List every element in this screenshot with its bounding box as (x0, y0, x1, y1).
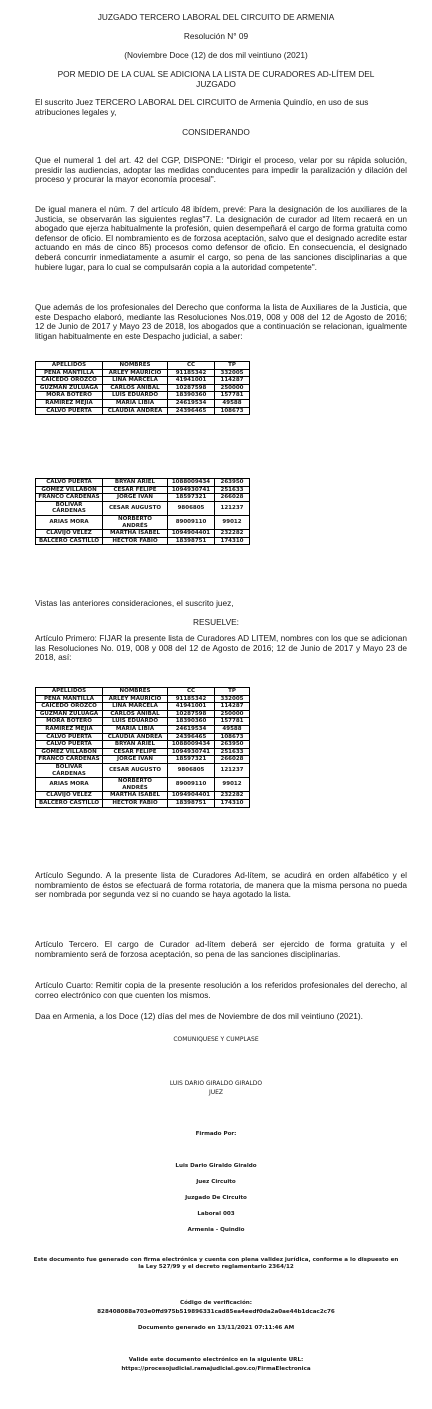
resolution-number: Resolución N° 09 (183, 31, 249, 41)
cell-nombres: LUIS EDUARDO (103, 718, 168, 726)
cell-nombres: CESAR AUGUSTO (103, 501, 168, 515)
table-row (36, 501, 250, 515)
cell-apellidos: CALVO PUERTA (36, 479, 103, 487)
table-row (36, 733, 250, 741)
url-label: Valide este documento electrónico en la siguiente URL: (128, 1357, 304, 1363)
table-row (36, 710, 250, 718)
generated-date: Documento generado en 13/11/2021 07:11:46 AM (137, 1325, 295, 1331)
dado-paragraph: Daa en Armenia, a los Doce (12) días del mes de Noviembre de dos mil veintiuno (2021). (35, 1011, 363, 1021)
cell-tp: 114287 (215, 703, 250, 711)
cell-cc: 91185342 (168, 369, 215, 377)
table-row (36, 515, 250, 529)
table-row (36, 703, 250, 711)
cell-apellidos: PEÑA MANTILLA (36, 695, 103, 703)
cell-nombres: MARÍA LIBIA (103, 399, 168, 407)
cell-tp: 108673 (215, 407, 250, 415)
court-title: JUZGADO TERCERO LABORAL DEL CIRCUITO DE ARMENIA (97, 12, 335, 22)
cell-apellidos: GÓMEZ VILLABON (36, 748, 103, 756)
cell-cc: 1094930741 (168, 486, 215, 494)
firmado-por: Firmado Por: (195, 1131, 237, 1137)
cell-cc: 18398751 (168, 537, 215, 545)
signer-court: Juzgado De Circuito (185, 1195, 247, 1201)
cell-cc: 18390360 (168, 718, 215, 726)
cell-tp: 250000 (215, 384, 250, 392)
cell-tp: 332005 (215, 369, 250, 377)
table-row (36, 407, 250, 415)
cell-nombres: JORGE IVÁN (103, 756, 168, 764)
table-row (36, 369, 250, 377)
cell-cc: 91185342 (168, 695, 215, 703)
table-row (36, 756, 250, 764)
cell-nombres: ARLEY MAURICIO (103, 695, 168, 703)
cell-apellidos: BOLÍVAR CÁRDENAS (36, 501, 103, 515)
table-row (36, 792, 250, 800)
table-row (36, 763, 250, 777)
cell-cc: 18390360 (168, 392, 215, 400)
cell-tp: 114287 (215, 377, 250, 385)
cell-tp: 263950 (215, 479, 250, 487)
table-row (36, 695, 250, 703)
cell-cc: 89009110 (168, 778, 215, 792)
table-row (36, 778, 250, 792)
article-one: Artículo Primero: FIJAR la presente lista de Curadores AD LITEM, nombres con los que se adicionan las Resoluciones No. 019, 008 y 008 del 12 de Agosto de 2016; 12 de Junio de 2017 y Mayo 23 de 2018, así: (35, 633, 407, 663)
signer-dept: Laboral 003 (197, 1211, 235, 1217)
vistas-paragraph: Vistas las anteriores consideraciones, el suscrito juez, (35, 598, 234, 608)
cell-tp: 266028 (215, 494, 250, 502)
col-apellidos: APELLIDOS (36, 362, 103, 370)
col-cc: CC (168, 362, 215, 370)
cell-tp: 251633 (215, 748, 250, 756)
cell-cc: 41941001 (168, 377, 215, 385)
cell-nombres: MARTHA ISABEL (103, 792, 168, 800)
resuelve-heading: RESUELVE: (193, 617, 239, 627)
cell-nombres: CLAUDIA ANDREA (103, 733, 168, 741)
considerando-heading: CONSIDERANDO (182, 127, 250, 137)
cell-nombres: NORBERTO ANDRÉS (103, 778, 168, 792)
cell-cc: 24396465 (168, 733, 215, 741)
cell-cc: 24396465 (168, 407, 215, 415)
verification-label: Código de verificación: (179, 1300, 253, 1306)
cell-apellidos: CALVO PUERTA (36, 407, 103, 415)
cell-apellidos: CAICEDO OROZCO (36, 377, 103, 385)
cell-tp: 232282 (215, 792, 250, 800)
cell-tp: 250000 (215, 710, 250, 718)
comuniquese-text: COMUNIQUESE Y CUMPLASE (173, 1036, 259, 1043)
cell-apellidos: RAMÍREZ MEJÍA (36, 725, 103, 733)
cell-cc: 10287598 (168, 384, 215, 392)
cell-tp: 251633 (215, 486, 250, 494)
table-row (36, 741, 250, 749)
cell-cc: 24619534 (168, 399, 215, 407)
cell-cc: 1088009434 (168, 479, 215, 487)
cell-tp: 121237 (215, 763, 250, 777)
validation-url[interactable]: https://procesojudicial.ramajudicial.gov.co/FirmaElectronica (121, 1366, 311, 1372)
table-row (36, 384, 250, 392)
resolution-subject: POR MEDIO DE LA CUAL SE ADICIONA LA LISTA DE CURADORES AD-LÍTEM DEL JUZGADO (57, 69, 375, 89)
table-row (36, 537, 250, 545)
lawyers-table-1 (35, 361, 250, 415)
cell-apellidos: BOLÍVAR CÁRDENAS (36, 763, 103, 777)
cell-tp: 49588 (215, 725, 250, 733)
cell-apellidos: CALVO PUERTA (36, 733, 103, 741)
cell-nombres: NORBERTO ANDRÉS (103, 515, 168, 529)
cell-nombres: LUIS EDUARDO (103, 392, 168, 400)
lawyers-table-2 (35, 478, 250, 545)
cell-cc: 18597321 (168, 494, 215, 502)
cell-tp: 157781 (215, 718, 250, 726)
cell-tp: 99012 (215, 515, 250, 529)
article-two: Artículo Segundo. A la presente lista de Curadores Ad-lítem, se acudirá en orden alfabético y el nombramiento de éstos se efectuará de forma rotatoria, de manera que la misma persona no pueda ser nombrada por segunda vez si no cuando se haya agotado la lista. (35, 870, 407, 900)
validity-notice: Este documento fue generado con firma electrónica y cuenta con plena validez jurídica, conforme a lo dispuesto en la Ley 527/99 y el decreto reglamentario 2364/12 (33, 1257, 399, 1270)
cell-tp: 99012 (215, 778, 250, 792)
cell-nombres: LINA MARCELA (103, 377, 168, 385)
cell-nombres: BRYAN ARIEL (103, 741, 168, 749)
col-tp: TP (215, 688, 250, 696)
cell-tp: 174310 (215, 799, 250, 807)
cell-apellidos: BALCERO CASTILLO (36, 799, 103, 807)
cell-nombres: CLAUDIA ANDREA (103, 407, 168, 415)
cell-apellidos: MORA BOTERO (36, 392, 103, 400)
cell-nombres: CESAR AUGUSTO (103, 763, 168, 777)
table-header-row (36, 362, 250, 370)
table-row (36, 486, 250, 494)
paragraph-art42: Que el numeral 1 del art. 42 del CGP, DISPONE: "Dirigir el proceso, velar por su rápida solución, presidir las audiencias, adoptar las medidas conducentes para impedir la paralización y dilación del proceso y procurar la mayor economía procesal". (35, 155, 407, 185)
cell-nombres: MARTHA ISABEL (103, 530, 168, 538)
col-cc: CC (168, 688, 215, 696)
cell-apellidos: CLAVIJO VELEZ (36, 792, 103, 800)
paragraph-art48: De igual manera el núm. 7 del artículo 48 ibídem, prevé: Para la designación de los auxiliares de la Justicia, se observarán las siguientes reglas"7. La designación de curador ad lítem recaerá en un abogado que ejerza habitualmente la profesión, quien desempeñará el cargo de forma gratuita como defensor de oficio. El nombramiento es de forzosa aceptación, salvo que el designado acredite estar actuando en más de cinco 85) procesos como defensor de oficio. En consecuencia, el designado deberá concurrir inmediatamente a asumir el cargo, so pena de las sanciones disciplinarias a que hubiere lugar, para lo cual se compulsarán copia a la autoridad competente". (35, 204, 407, 272)
article-three: Artículo Tercero. El cargo de Curador ad-lítem deberá ser ejercido de forma gratuita y el nombramiento será de forzosa aceptación, so pena de las sanciones disciplinarias. (35, 939, 407, 959)
signer-role: Juez Circuito (196, 1179, 236, 1185)
cell-nombres: BRYAN ARIEL (103, 479, 168, 487)
cell-apellidos: GÓMEZ VILLABON (36, 486, 103, 494)
cell-apellidos: FRANCO CÁRDENAS (36, 494, 103, 502)
cell-nombres: LINA MARCELA (103, 703, 168, 711)
table-header-row (36, 688, 250, 696)
table-row (36, 530, 250, 538)
cell-nombres: JORGE IVÁN (103, 494, 168, 502)
cell-tp: 263950 (215, 741, 250, 749)
cell-apellidos: CAICEDO OROZCO (36, 703, 103, 711)
cell-tp: 108673 (215, 733, 250, 741)
col-tp: TP (215, 362, 250, 370)
cell-apellidos: PEÑA MANTILLA (36, 369, 103, 377)
judge-title: JUEZ (208, 1089, 224, 1096)
cell-nombres: CESAR FELIPE (103, 486, 168, 494)
cell-cc: 89009110 (168, 515, 215, 529)
article-four: Artículo Cuarto: Remitir copia de la presente resolución a los referidos profesionales del derecho, al correo electrónico con que cuenten los mismos. (35, 980, 407, 1000)
cell-nombres: HÉCTOR FABIO (103, 537, 168, 545)
cell-tp: 232282 (215, 530, 250, 538)
table-row (36, 748, 250, 756)
resolution-date: (Noviembre Doce (12) de dos mil veintiuno (2021) (124, 50, 308, 60)
table-row (36, 725, 250, 733)
verification-code: 828408088a703e0ffd975b519896331cad85ea4eedf0da2a0ae44b1dcac2c76 (97, 1309, 335, 1315)
table-row (36, 718, 250, 726)
cell-tp: 121237 (215, 501, 250, 515)
cell-cc: 18398751 (168, 799, 215, 807)
table-row (36, 399, 250, 407)
cell-nombres: ARLEY MAURICIO (103, 369, 168, 377)
cell-cc: 1094930741 (168, 748, 215, 756)
cell-apellidos: MORA BOTERO (36, 718, 103, 726)
cell-tp: 157781 (215, 392, 250, 400)
col-nombres: NOMBRES (103, 362, 168, 370)
cell-nombres: MARÍA LIBIA (103, 725, 168, 733)
cell-cc: 9806805 (168, 501, 215, 515)
cell-cc: 41941001 (168, 703, 215, 711)
cell-apellidos: CALVO PUERTA (36, 741, 103, 749)
signer-name: Luis Dario Giraldo Giraldo (175, 1163, 257, 1169)
cell-apellidos: GUZMÁN ZULUAGA (36, 384, 103, 392)
cell-apellidos: GUZMÁN ZULUAGA (36, 710, 103, 718)
cell-tp: 49588 (215, 399, 250, 407)
col-apellidos: APELLIDOS (36, 688, 103, 696)
cell-apellidos: ARIAS MORA (36, 778, 103, 792)
cell-tp: 332005 (215, 695, 250, 703)
cell-cc: 1088009434 (168, 741, 215, 749)
cell-nombres: CESAR FELIPE (103, 748, 168, 756)
table-row (36, 377, 250, 385)
lawyers-table-3 (35, 687, 250, 808)
cell-cc: 10287598 (168, 710, 215, 718)
table-row (36, 799, 250, 807)
col-nombres: NOMBRES (103, 688, 168, 696)
cell-cc: 18597321 (168, 756, 215, 764)
cell-apellidos: FRANCO CÁRDENAS (36, 756, 103, 764)
cell-tp: 174310 (215, 537, 250, 545)
cell-apellidos: RAMÍREZ MEJÍA (36, 399, 103, 407)
cell-cc: 9806805 (168, 763, 215, 777)
cell-apellidos: CLAVIJO VELEZ (36, 530, 103, 538)
cell-nombres: CARLOS ANÍBAL (103, 384, 168, 392)
signer-city: Armenia - Quindio (187, 1227, 245, 1233)
cell-nombres: HÉCTOR FABIO (103, 799, 168, 807)
table-row (36, 494, 250, 502)
paragraph-lawyers: Que además de los profesionales del Derecho que conforma la lista de Auxiliares de la Justicia, que este Despacho elaboró, mediante las Resoluciones Nos.019, 008 y 008 del 12 de Agosto de 2016; 12 de Junio de 2017 y Mayo 23 de 2018, los abogados que a continuación se relacionan, igualmente litigan habitualmente en este Despacho judicial, a saber: (35, 302, 407, 341)
cell-apellidos: ARIAS MORA (36, 515, 103, 529)
cell-cc: 24619534 (168, 725, 215, 733)
table-row (36, 392, 250, 400)
cell-nombres: CARLOS ANÍBAL (103, 710, 168, 718)
intro-paragraph: El suscrito Juez TERCERO LABORAL DEL CIRCUITO de Armenia Quindío, en uso de sus atribuciones legales y, (35, 97, 369, 117)
cell-cc: 1094904401 (168, 530, 215, 538)
cell-apellidos: BALCERO CASTILLO (36, 537, 103, 545)
cell-tp: 266028 (215, 756, 250, 764)
table-row (36, 479, 250, 487)
judge-name: LUIS DARIO GIRALDO GIRALDO (169, 1080, 263, 1087)
cell-cc: 1094904401 (168, 792, 215, 800)
